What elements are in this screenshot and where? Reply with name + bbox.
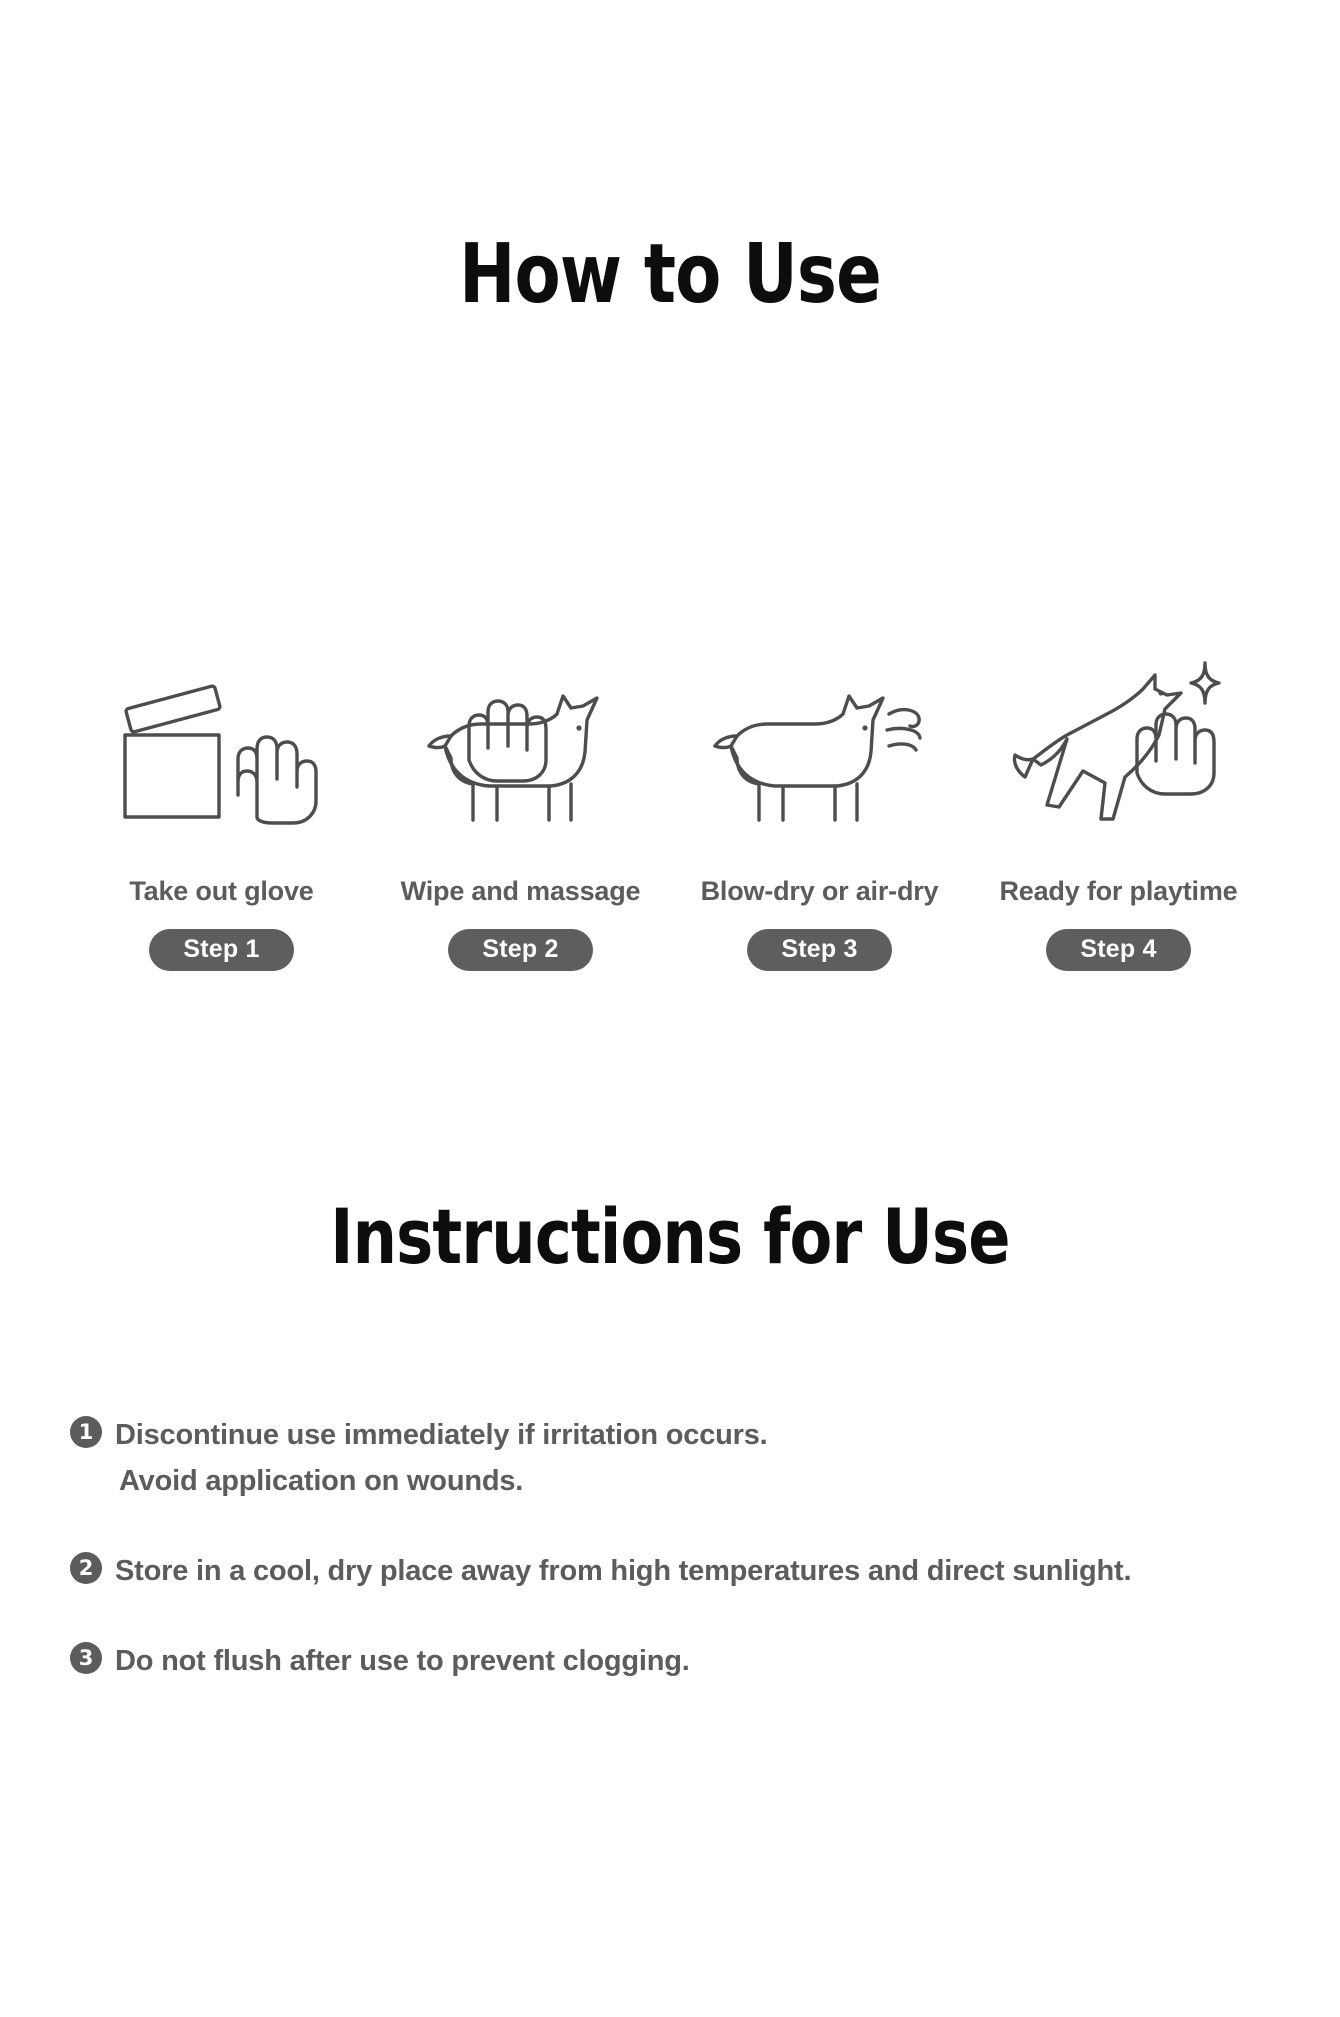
instruction-sheet [0,227,1340,2017]
step-4-badge: Step 4 [1046,929,1190,971]
step-2-badge: Step 2 [448,929,592,971]
step-4 [969,640,1268,971]
page-title-how-to-use: How to Use [459,227,881,322]
dog-playtime-sparkle-icon [989,640,1249,870]
step-4-label: Ready for playtime [999,876,1238,906]
dog-wipe-hand-icon [391,640,651,870]
step-2 [371,640,670,971]
list-item-text [115,1412,768,1504]
list-item-line-1: Discontinue use immediately if irritation occurs. [115,1419,768,1451]
step-1 [72,640,371,971]
list-item [70,1412,1280,1504]
list-item [70,1638,1280,1684]
step-1-badge: Step 1 [149,929,293,971]
step-2-label: Wipe and massage [400,876,641,906]
step-1-label: Take out glove [129,876,314,906]
list-number-badge: 3 [70,1642,102,1674]
list-number-badge: 1 [70,1416,102,1448]
list-number-badge: 2 [70,1552,102,1584]
list-item [70,1548,1280,1594]
instructions-list [70,1412,1280,1728]
list-item-text [115,1548,1131,1594]
step-3-badge: Step 3 [747,929,891,971]
step-3-label: Blow-dry or air-dry [700,876,939,906]
list-item-line-2: Avoid application on wounds. [119,1465,524,1497]
step-3 [670,640,969,971]
steps-row [72,640,1268,971]
dog-blow-dry-icon [690,640,950,870]
list-item-text [115,1638,690,1684]
page-title-instructions: Instructions for Use [330,1192,1010,1281]
glove-box-icon [92,640,352,870]
list-item-line-1: Store in a cool, dry place away from high temperatures and direct sunlight. [115,1555,1132,1587]
list-item-line-1: Do not flush after use to prevent clogging. [115,1645,690,1677]
